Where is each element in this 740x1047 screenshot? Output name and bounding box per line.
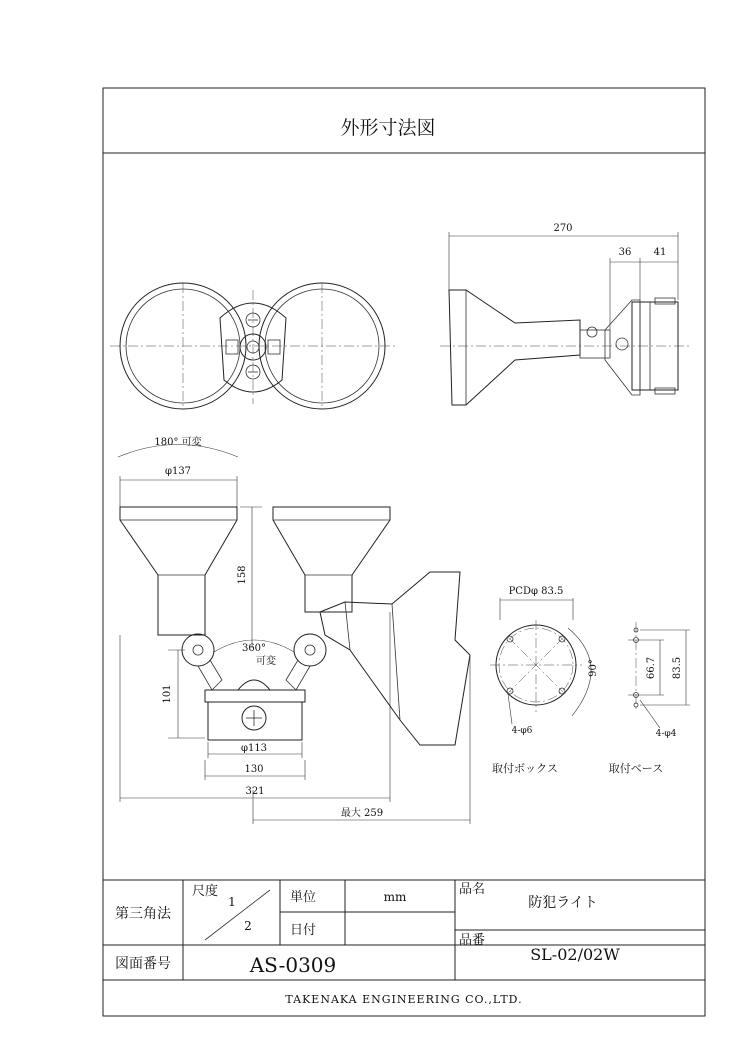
dim-base-holes: 4-φ4 — [655, 729, 677, 739]
product-label: 品名 — [458, 882, 486, 897]
mount-box-view — [490, 598, 591, 724]
dim-180: 180° 可変 — [154, 437, 202, 448]
elevation-view — [118, 445, 470, 825]
dim-321: 321 — [245, 786, 265, 797]
dim-360-sub: 可変 — [256, 656, 276, 667]
scale-numerator: 1 — [228, 895, 236, 909]
dim-83-5: 83.5 — [672, 656, 683, 680]
dim-phi137: φ137 — [164, 466, 192, 477]
drawing-number: AS-0309 — [249, 953, 337, 977]
scale-denominator: 2 — [244, 919, 252, 933]
label-mount-base: 取付ベース — [608, 762, 664, 775]
dim-41: 41 — [653, 247, 667, 258]
dim-90: 90° — [588, 659, 599, 677]
date-label: 日付 — [289, 923, 317, 938]
dim-101: 101 — [162, 684, 173, 704]
front-view — [110, 283, 398, 409]
dim-66-7: 66.7 — [646, 656, 657, 680]
dim-130: 130 — [244, 764, 264, 775]
unit-label: 単位 — [289, 890, 317, 905]
part-label: 品番 — [458, 933, 486, 948]
projection-label: 第三角法 — [115, 906, 171, 922]
dim-158: 158 — [237, 565, 248, 585]
company-name: TAKENAKA ENGINEERING CO.,LTD. — [285, 993, 523, 1006]
dim-270: 270 — [553, 223, 573, 234]
sheet-border — [103, 88, 705, 1016]
side-view — [440, 232, 690, 405]
unit-value: mm — [383, 890, 407, 904]
dim-box-holes: 4-φ6 — [511, 726, 533, 736]
drawing-title: 外形寸法図 — [340, 117, 436, 139]
product-name: 防犯ライト — [528, 895, 598, 911]
dim-360: 360° — [241, 643, 267, 654]
drawing-number-label: 図面番号 — [115, 956, 171, 972]
dim-pcd: PCDφ 83.5 — [508, 586, 564, 597]
scale-label: 尺度 — [191, 884, 219, 899]
dim-max-259: 最大 259 — [340, 808, 384, 819]
dim-phi113: φ113 — [240, 743, 268, 754]
dim-36: 36 — [618, 247, 632, 258]
label-mount-box: 取付ボックス — [492, 762, 558, 775]
part-number: SL-02/02W — [530, 945, 620, 964]
